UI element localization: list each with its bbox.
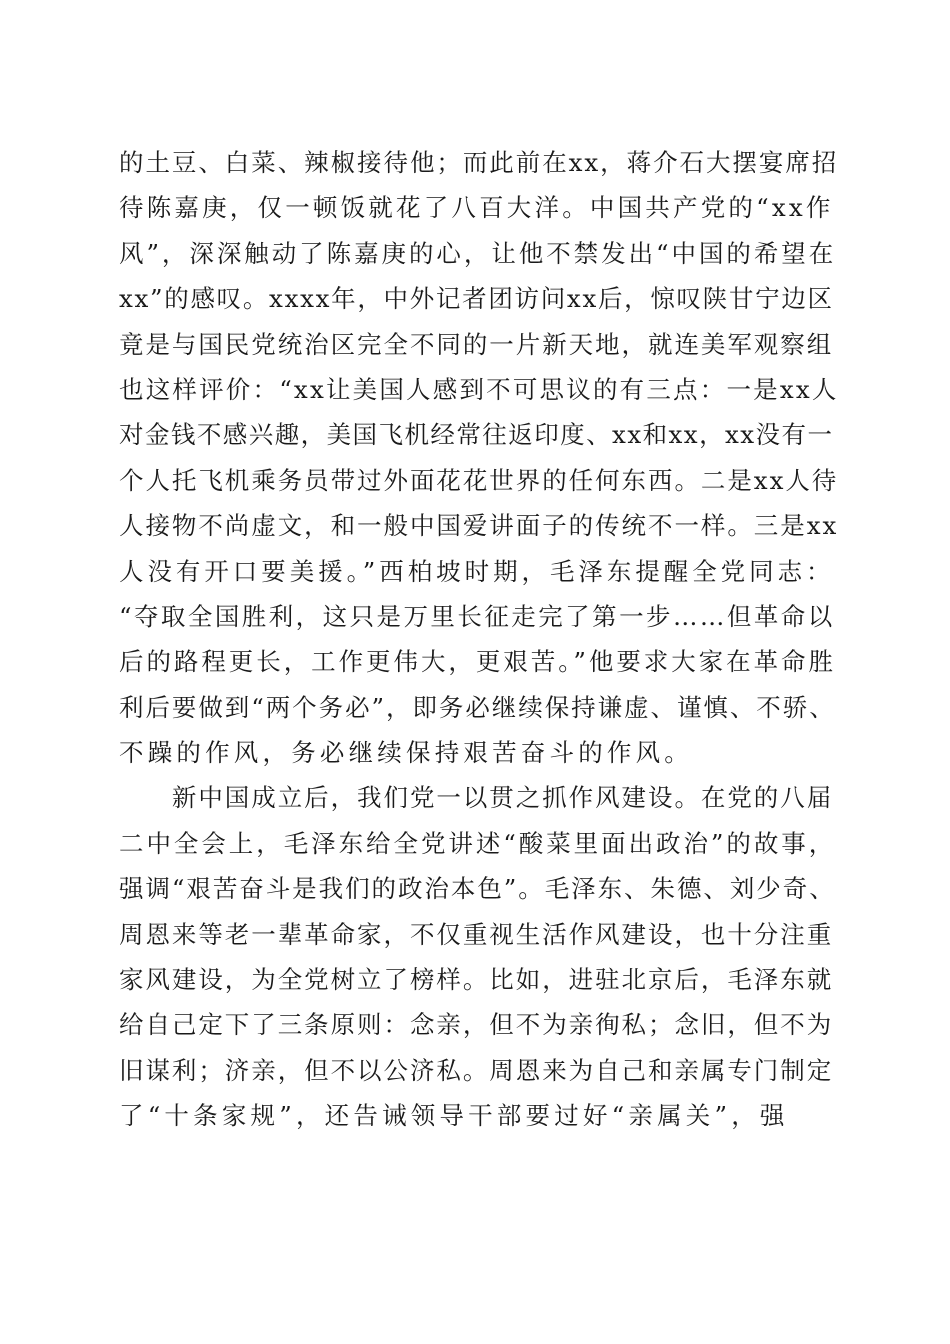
text-line-5: 竟是与国民党统治区完全不同的一片新天地，就连美军观察组 [119,329,834,359]
text-line-7: 对金钱不感兴趣，美国飞机经常往返印度、xx和xx，xx没有一 [119,420,834,450]
text-line-20: 给自己定下了三条原则：念亲，但不为亲徇私；念旧，但不为 [119,1010,834,1040]
text-line-11: “夺取全国胜利，这只是万里长征走完了第一步……但革命以 [119,601,835,631]
text-line-2: 待陈嘉庚，仅一顿饭就花了八百大洋。中国共产党的“xx作 [119,193,834,223]
text-line-13: 利后要做到“两个务必”，即务必继续保持谦虚、谨慎、不骄、 [119,692,836,722]
text-line-22: 了“十条家规”，还告诫领导干部要过好“亲属关”，强 [119,1101,789,1131]
text-line-1: 的土豆、白菜、辣椒接待他；而此前在xx，蒋介石大摆宴席招 [119,148,839,177]
text-line-21: 旧谋利；济亲，但不以公济私。周恩来为自己和亲属专门制定 [119,1055,834,1085]
text-line-16: 二中全会上，毛泽东给全党讲述“酸菜里面出政治”的故事， [119,828,837,858]
text-line-14: 不躁的作风，务必继续保持艰苦奋斗的作风。 [119,738,693,768]
text-line-19: 家风建设，为全党树立了榜样。比如，进驻北京后，毛泽东就 [119,965,834,995]
text-line-18: 周恩来等老一辈革命家，不仅重视生活作风建设，也十分注重 [119,919,834,949]
text-line-8: 个人托飞机乘务员带过外面花花世界的任何东西。二是xx人待 [119,465,839,495]
text-line-17: 强调“艰苦奋斗是我们的政治本色”。毛泽东、朱德、刘少奇、 [119,874,836,904]
body-text [119,140,839,1139]
text-line-4: xx”的感叹。xxxx年，中外记者团访问xx后，惊叹陕甘宁边区 [119,284,834,314]
text-line-10: 人没有开口要美援。”西柏坡时期，毛泽东提醒全党同志： [119,556,835,586]
text-line-15: 新中国成立后，我们党一以贯之抓作风建设。在党的八届 [119,783,834,813]
text-line-6: 也这样评价：“xx让美国人感到不可思议的有三点：一是xx人 [119,374,839,404]
text-line-12: 后的路程更长，工作更伟大，更艰苦。”他要求大家在革命胜 [119,647,836,677]
text-line-3: 风”，深深触动了陈嘉庚的心，让他不禁发出“中国的希望在 [119,238,837,268]
text-line-9: 人接物不尚虚文，和一般中国爱讲面子的传统不一样。三是xx [119,511,839,541]
